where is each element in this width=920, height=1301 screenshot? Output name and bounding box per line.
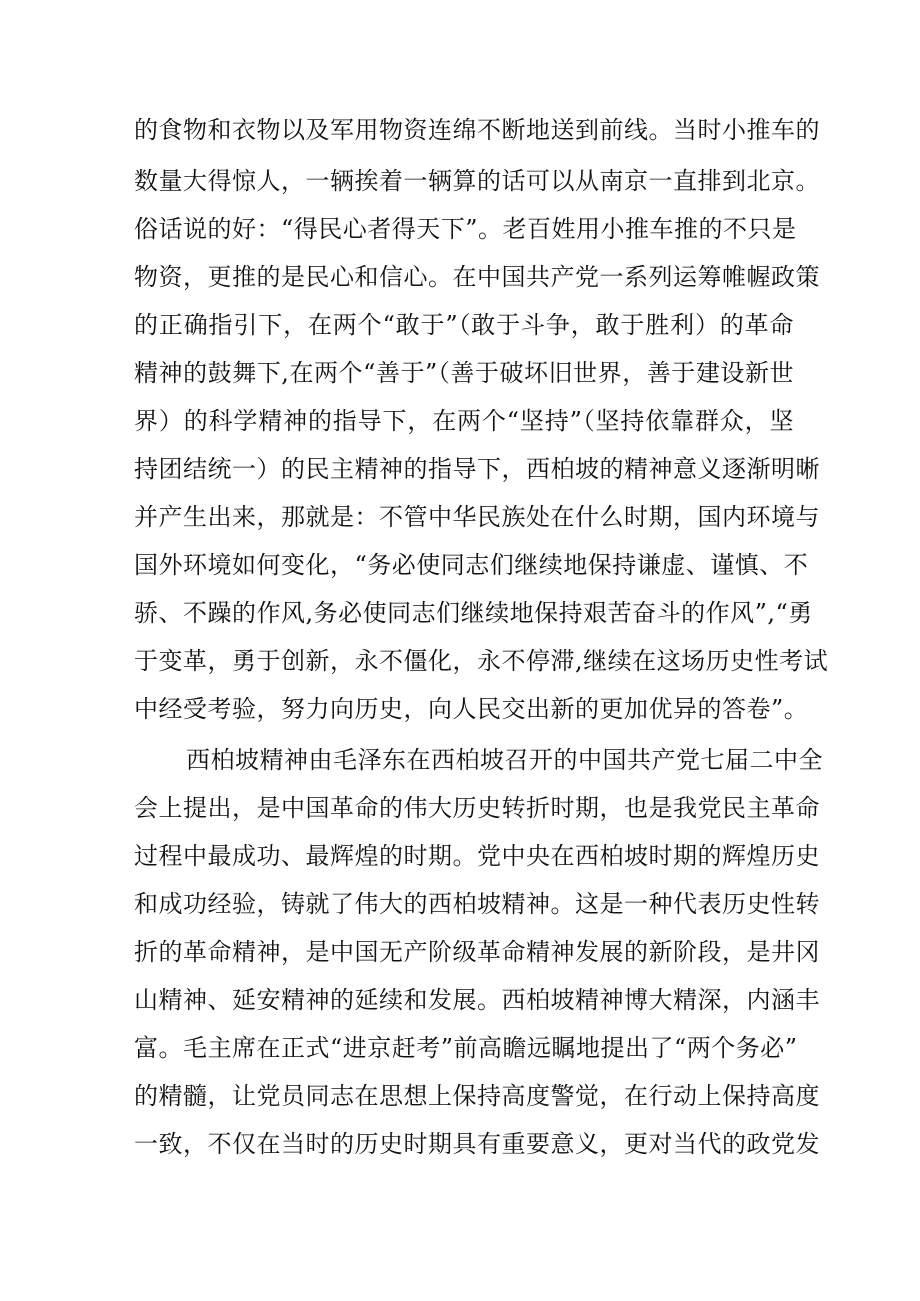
- paragraph-1-line: 国外环境如何变化，“务必使同志们继续地保持谦虚、谨慎、不: [134, 551, 809, 579]
- paragraph-1-line: 并产生出来，那就是：不管中华民族处在什么时期，国内环境与: [134, 503, 820, 531]
- paragraph-2-line: 山精神、延安精神的延续和发展。西柏坡精神博大精深，内涵丰: [134, 986, 820, 1014]
- paragraph-2-line: 折的革命精神，是中国无产阶级革命精神发展的新阶段，是井冈: [134, 938, 820, 966]
- paragraph-1-line: 精神的鼓舞下,在两个“善于”（善于破坏旧世界，善于建设新世: [134, 359, 794, 387]
- paragraph-1-line: 中经受考验，努力向历史，向人民交出新的更加优异的答卷”。: [134, 695, 809, 723]
- paragraph-1-line: 的正确指引下，在两个“敢于”（敢于斗争，敢于胜利）的革命: [134, 311, 794, 339]
- paragraph-2-line: 一致，不仅在当时的历史时期具有重要意义，更对当代的政党发: [134, 1130, 820, 1158]
- paragraph-2-line: 西柏坡精神由毛泽东在西柏坡召开的中国共产党七届二中全: [186, 746, 823, 774]
- paragraph-2-line: 富。毛主席在正式“进京赶考”前高瞻远瞩地提出了“两个务必”: [134, 1034, 798, 1062]
- paragraph-1-line: 持团结统一）的民主精神的指导下，西柏坡的精神意义逐渐明晰: [134, 455, 820, 483]
- paragraph-2-line: 会上提出，是中国革命的伟大历史转折时期，也是我党民主革命: [134, 794, 820, 822]
- paragraph-2-line: 过程中最成功、最辉煌的时期。党中央在西柏坡时期的辉煌历史: [134, 842, 820, 870]
- paragraph-1-line: 物资，更推的是民心和信心。在中国共产党一系列运筹帷幄政策: [134, 263, 820, 291]
- paragraph-1-line: 俗话说的好：“得民心者得天下”。老百姓用小推车推的不只是: [134, 215, 797, 243]
- paragraph-1-line: 的食物和衣物以及军用物资连绵不断地送到前线。当时小推车的: [134, 116, 820, 144]
- paragraph-1-line: 数量大得惊人，一辆挨着一辆算的话可以从南京一直排到北京。: [134, 167, 820, 195]
- paragraph-2-line: 的精髓，让党员同志在思想上保持高度警觉，在行动上保持高度: [134, 1082, 820, 1110]
- paragraph-1-line: 骄、不躁的作风,务必使同志们继续地保持艰苦奋斗的作风”,“勇: [134, 599, 813, 627]
- paragraph-1-line: 界）的科学精神的指导下，在两个“坚持”（坚持依靠群众，坚: [134, 407, 794, 435]
- paragraph-2-line: 和成功经验，铸就了伟大的西柏坡精神。这是一种代表历史性转: [134, 890, 820, 918]
- paragraph-1-line: 于变革，勇于创新，永不僵化，永不停滞,继续在这场历史性考试: [134, 647, 829, 675]
